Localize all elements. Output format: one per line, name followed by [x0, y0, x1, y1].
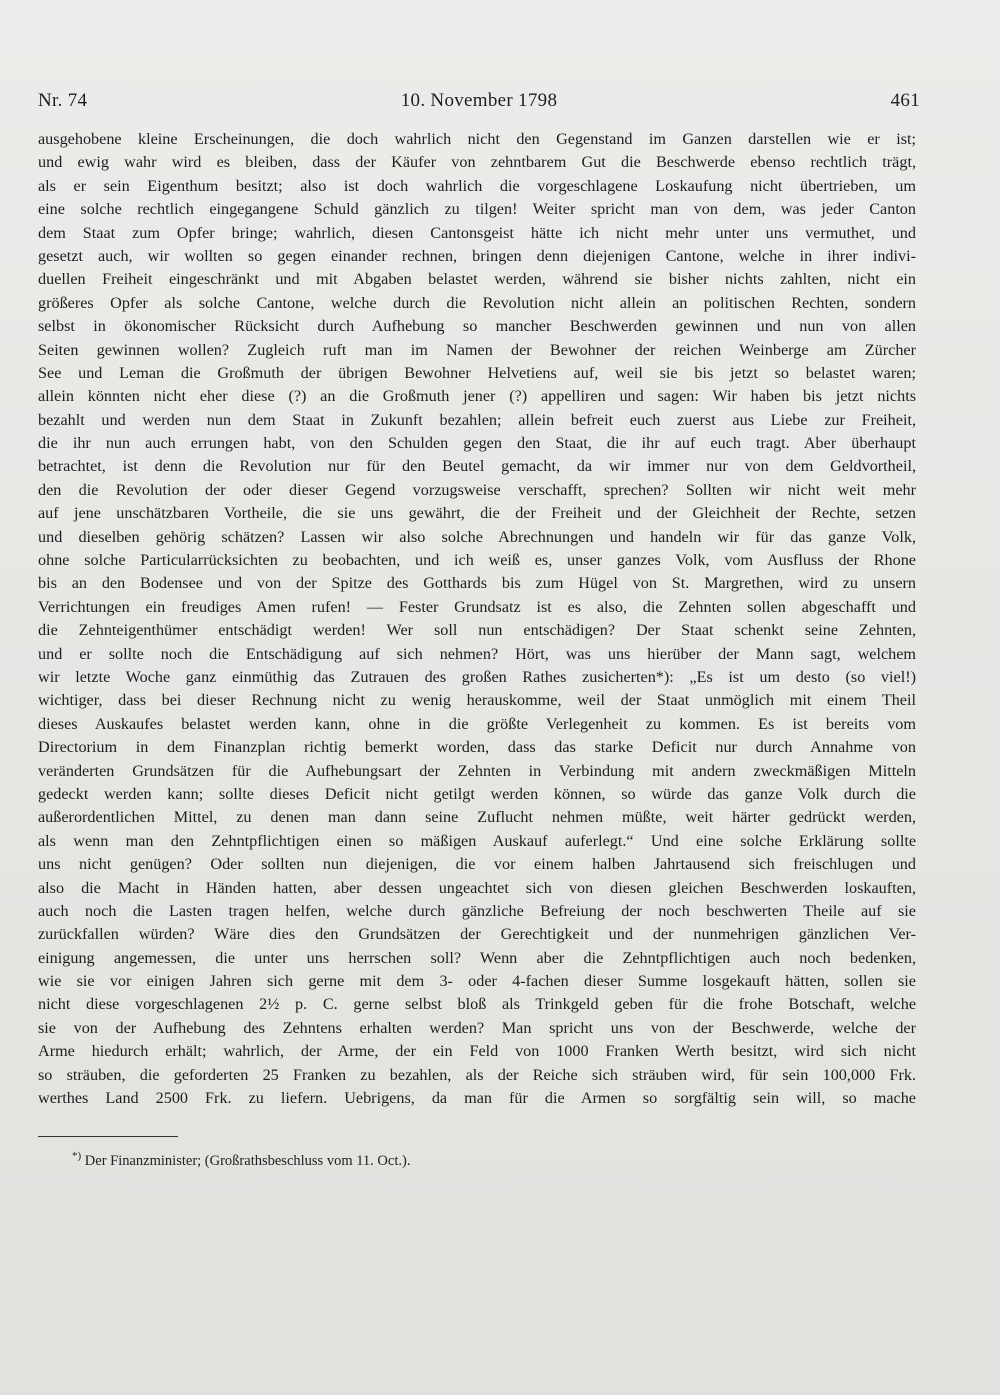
issue-number: Nr. 74 [38, 90, 88, 111]
text-line: dem Staat zum Opfer bringe; wahrlich, diesen Cantonsgeist hätte ich nicht mehr unter uns vermuthet, und [38, 223, 916, 242]
footnote-rule [38, 1136, 178, 1137]
text-line: wie sie vor einigen Jahren sich gerne mit dem 3- oder 4-fachen dieser Summe losgekauft hätten, sollen sie [38, 972, 916, 991]
text-line: größeres Opfer als solche Cantone, welche durch die Revolution nicht allein an politischen Rechten, sondern [38, 293, 916, 312]
text-line: Directorium in dem Finanzplan richtig bemerkt worden, dass das starke Deficit nur durch Annahme von [38, 738, 916, 757]
text-line: duellen Freiheit eingeschränkt und mit Abgaben belastet werden, während sie bisher nichts zahlten, nicht ein [38, 270, 916, 289]
text-line: gesetzt auch, wir wollten so gegen einander rechnen, bringen denn diejenigen Cantone, welche in ihrer indivi- [38, 246, 916, 265]
text-line: selbst in ökonomischer Rücksicht durch Aufhebung so mancher Beschwerden gewinnen und nun von allen [38, 317, 916, 336]
text-line: ohne solche Particularrücksichten zu beobachten, und ich weiß es, unser ganzes Volk, vom Ausfluss der Rhone [38, 551, 916, 570]
page-number: 461 [890, 90, 920, 111]
text-line: werthes Land 2500 Frk. zu liefern. Uebrigens, da man für die Armen so sorgfältig sein will, so mache [38, 1089, 916, 1108]
text-line: und er sollte noch die Entschädigung auf sich nehmen? Hört, was uns hierüber der Mann sagt, welchem [38, 644, 916, 663]
page-header [38, 90, 920, 126]
text-line: ausgehobene kleine Erscheinungen, die doch wahrlich nicht den Gegenstand im Ganzen darstellen wie er ist; [38, 130, 916, 148]
text-line: also die Macht in Händen hatten, aber dessen ungeachtet sich von diesen gleichen Beschwerden loskauften, [38, 878, 916, 897]
text-line: wir letzte Woche ganz einmüthig das Zutrauen des großen Rathes zusicherten*): „Es ist um desto (so viel!) [38, 667, 916, 686]
text-line: so sträuben, die geforderten 25 Franken zu bezahlen, als der Reiche sich sträuben wird, für sein 100,000 Frk. [38, 1065, 916, 1084]
text-line: bezahlt und werden nun dem Staat in Zukunft bezahlen; allein befreit euch zuerst aus Liebe zur Freiheit, [38, 410, 916, 429]
text-line: gedeckt werden kann; sollte dieses Deficit nicht getilgt werden können, so würde das ganze Volk durch die [38, 784, 916, 803]
text-line: die ihr nun auch errungen habt, von den Schulden gegen den Staat, die ihr auf euch tragt. Aber überhaupt [38, 434, 916, 453]
text-line: die Zehnteigenthümer entschädigt werden! Wer soll nun entschädigen? Der Staat schenkt seine Zehnten, [38, 621, 916, 640]
text-line: nicht diese vorgeschlagenen 2½ p. C. gerne selbst bloß als Trinkgeld geben für die frohe Botschaft, welche [38, 995, 916, 1014]
text-line: dieses Auskaufes belastet werden kann, ohne in die größte Verlegenheit zu kommen. Es ist bereits vom [38, 714, 916, 733]
body-text [38, 128, 916, 1110]
footnote [72, 1150, 410, 1170]
text-line: veränderten Grundsätzen für die Aufhebungsart der Zehnten in Verbindung mit andern zweckmäßigen Mitteln [38, 761, 916, 780]
text-line: als wenn man den Zehntpflichtigen einen so mäßigen Auskauf auferlegt.“ Und eine solche Erklärung sollte [38, 831, 916, 850]
text-line: See und Leman die Großmuth der übrigen Bewohner Helvetiens auf, weil sie bis jetzt so belastet waren; [38, 363, 916, 382]
text-line: wichtiger, dass bei dieser Rechnung nicht zu wenig herauskomme, weil der Staat unmöglich mit einem Theil [38, 691, 916, 710]
text-line: einigung angemessen, die unter uns herrschen soll? Wenn aber die Zehntpflichtigen auch noch bedenken, [38, 948, 916, 967]
footnote-marker: *) [72, 1150, 82, 1162]
text-line: auf jene unschätzbaren Vortheile, die sie uns gewährt, die der Freiheit und der Gleichheit der Rechte, setzen [38, 504, 916, 523]
text-line: und ewig wahr wird es bleiben, dass der Käufer von zehntbarem Gut die Beschwerde ebenso rechtlich trägt, [38, 153, 916, 172]
text-line: zurückfallen würden? Wäre dies den Grundsätzen der Gerechtigkeit und der nunmehrigen gänzlichen Ver- [38, 925, 916, 944]
text-line: sie von der Aufhebung des Zehntens erhalten werden? Man spricht uns von der Beschwerde, welche der [38, 1018, 916, 1037]
text-line: außerordentlichen Mittel, zu denen man dann seine Zuflucht nehmen müßte, weit härter gedrückt werden, [38, 808, 916, 827]
text-line: als er sein Eigenthum besitzt; also ist doch wahrlich die vorgeschlagene Loskaufung nicht übertrieben, um [38, 176, 916, 195]
text-line: bis an den Bodensee und von der Spitze des Gotthards bis zum Hügel von St. Margrethen, wird zu unsern [38, 574, 916, 593]
text-line: Arme hiedurch erhält; wahrlich, der Arme, der ein Feld von 1000 Franken Werth besitzt, wird sich nicht [38, 1042, 916, 1061]
text-line: den die Revolution der oder dieser Gegend vorzugsweise verschafft, sprechen? Sollten wir nicht weit mehr [38, 480, 916, 499]
text-line: uns nicht genügen? Oder sollten nun diejenigen, die vor einem halben Jahrtausend sich freischlugen und [38, 855, 916, 874]
text-line: und dieselben gehörig schätzen? Lassen wir also solche Abrechnungen und handeln wir für das ganze Volk, [38, 527, 916, 546]
page-date: 10. November 1798 [400, 90, 558, 111]
text-line: betrachtet, ist denn die Revolution nur für den Beutel gemacht, da wir immer nur von dem Geldvortheil, [38, 457, 916, 476]
text-line: Seiten gewinnen wollen? Zugleich ruft man im Namen der Bewohner der reichen Weinberge am Zürcher [38, 340, 916, 359]
text-line: auch noch die Lasten tragen helfen, welche durch gänzliche Befreiung der noch beschwerten Theile auf sie [38, 901, 916, 920]
text-line: allein könnten nicht eher diese (?) an die Großmuth jener (?) appelliren und sagen: Wir haben bis jetzt nichts [38, 387, 916, 406]
footnote-text: Der Finanzminister; (Großrathsbeschluss vom 11. Oct.). [84, 1152, 411, 1169]
text-line: Verrichtungen ein freudiges Amen rufen! — Fester Grundsatz ist es also, die Zehnten sollen abgeschafft und [38, 597, 916, 616]
text-line: eine solche rechtlich eingegangene Schuld gänzlich zu tilgen! Weiter spricht man von dem, was jeder Canton [38, 200, 916, 219]
